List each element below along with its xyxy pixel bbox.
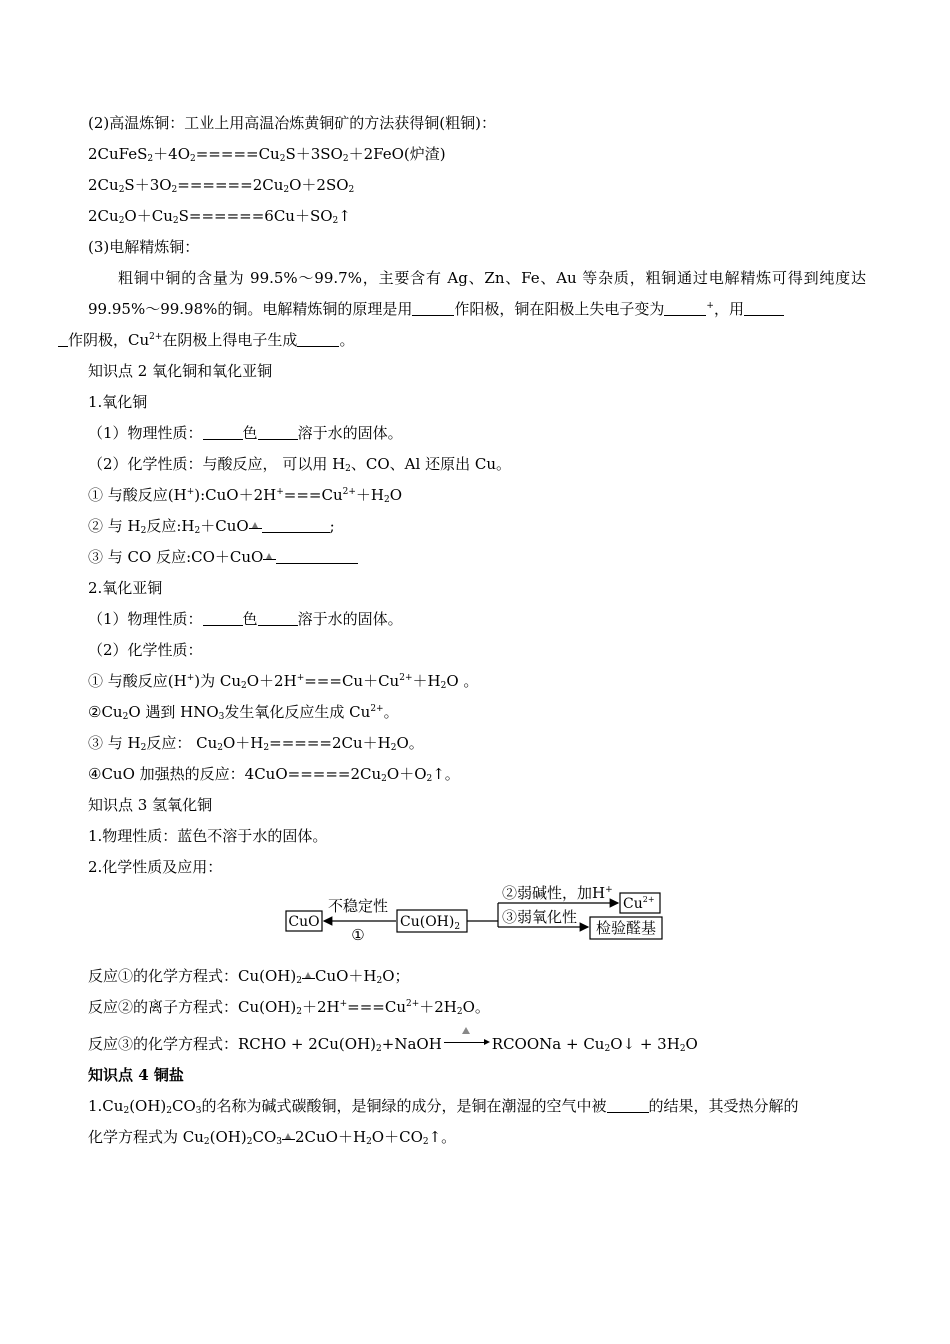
- weak-base-sup: +: [605, 885, 613, 895]
- text: 知识点 3 氢氧化铜: [88, 796, 213, 814]
- text: ======2Cu: [177, 176, 284, 194]
- knowledge-point-4-title: [88, 1060, 866, 1091]
- sub: 2: [390, 743, 397, 753]
- fill-blank[interactable]: [258, 611, 298, 626]
- text: 2Cu: [88, 207, 119, 225]
- text: 色: [242, 424, 258, 442]
- text: ＋H: [412, 672, 441, 690]
- text: CO: [172, 1097, 196, 1115]
- fill-blank[interactable]: [744, 301, 784, 316]
- text: 1.氧化铜: [88, 393, 148, 411]
- sup: 2+: [370, 704, 384, 714]
- fill-blank[interactable]: [203, 425, 243, 440]
- sub: 2: [279, 154, 286, 164]
- text: 反应： Cu: [146, 734, 218, 752]
- cuoh2-text: [400, 914, 460, 932]
- section-electrolysis-title: [88, 232, 866, 263]
- cuoh2-label: Cu(OH): [400, 914, 455, 930]
- text: ＋2H: [419, 998, 457, 1016]
- sup: +: [186, 673, 195, 683]
- text: 反应③的化学方程式：RCHO + 2Cu(OH): [88, 1035, 377, 1053]
- sub: 2: [383, 495, 390, 505]
- heat-symbol-icon: [263, 549, 276, 563]
- text: 作阳极，铜在阳极上失电子变为: [454, 300, 665, 318]
- sub: 2: [246, 1137, 253, 1147]
- heat-symbol-icon: [249, 518, 262, 532]
- sub: 2: [345, 464, 351, 474]
- text: 反应:H: [146, 517, 195, 535]
- sub: 2: [140, 526, 147, 536]
- text: （1）物理性质：: [88, 610, 203, 628]
- sup: 2+: [405, 999, 420, 1009]
- test-aldehyde-label: 检验醛基: [595, 919, 657, 937]
- text: ＋CuO: [200, 517, 249, 535]
- text: O＋2H: [246, 672, 297, 690]
- text: (3)电解精炼铜：: [88, 238, 200, 256]
- text: 1.物理性质：蓝色不溶于水的固体。: [88, 827, 328, 845]
- fill-blank[interactable]: [203, 611, 243, 626]
- text: O＋2SO: [289, 176, 349, 194]
- text: O＋H: [223, 734, 264, 752]
- fill-blank[interactable]: [607, 1098, 649, 1113]
- sup: 2+: [342, 487, 356, 497]
- text: 、CO、Al 还原出 Cu。: [350, 455, 511, 473]
- text: 的名称为碱式碳酸铜，是铜绿的成分，是铜在潮湿的空气中被: [201, 1097, 607, 1115]
- sub: 2: [118, 216, 125, 226]
- text: O；: [382, 967, 410, 985]
- sub: 2: [332, 216, 339, 226]
- text: O。: [462, 998, 490, 1016]
- text: O 。: [446, 672, 479, 690]
- cuoh2-sub: 2: [454, 922, 461, 932]
- cu2plus-sup: 2+: [642, 895, 655, 904]
- arrow-shaft: [444, 1042, 486, 1043]
- cuo-strong-heat: [88, 759, 866, 790]
- fill-blank[interactable]: [297, 332, 339, 347]
- circle-1-label: ①: [351, 926, 365, 944]
- text: ③ 与 CO 反应:CO＋CuO: [88, 548, 264, 566]
- electrolysis-paragraph: [68, 263, 866, 356]
- text: 反应①的化学方程式：Cu(OH): [88, 967, 297, 985]
- heat-symbol-icon: [282, 1129, 295, 1143]
- text: ① 与酸反应(H: [88, 486, 187, 504]
- heat-arrow-icon: [444, 1035, 490, 1049]
- text: ↑。: [428, 1128, 457, 1146]
- text: 的结果，其受热分解的: [648, 1097, 799, 1115]
- text: ②Cu: [88, 703, 123, 721]
- sub: 2: [366, 1137, 372, 1147]
- weak-base-text: [502, 884, 613, 902]
- sub: 2: [342, 154, 349, 164]
- sub: 2: [679, 1044, 686, 1054]
- text: 。: [383, 703, 399, 721]
- fill-blank[interactable]: [412, 301, 454, 316]
- heat-triangle: [462, 1027, 470, 1034]
- text: ＋2FeO(炉渣): [348, 145, 446, 163]
- text: 2.氧化亚铜: [88, 579, 163, 597]
- text: O＋Cu: [124, 207, 173, 225]
- cu2o-physical: [88, 604, 866, 635]
- sub: 2: [426, 774, 433, 784]
- text: RCOONa + Cu: [491, 1035, 605, 1053]
- reaction-2: [88, 992, 866, 1023]
- section-high-temp-title: [88, 108, 866, 139]
- cu2o-chemical: [88, 635, 866, 666]
- fill-blank[interactable]: [258, 425, 298, 440]
- cu2plus-label: Cu: [623, 896, 643, 912]
- reaction-1: [88, 961, 866, 992]
- sub: 2: [296, 976, 302, 986]
- fill-blank[interactable]: [58, 332, 68, 347]
- sub: 2: [147, 154, 154, 164]
- text: 2Cu: [88, 176, 119, 194]
- cu2o-h2-reaction: [88, 728, 866, 759]
- sub: 2: [296, 1007, 302, 1017]
- sub: 2: [217, 743, 223, 753]
- weak-base-label: ②弱碱性，加H: [502, 884, 606, 902]
- document-page: [68, 108, 866, 1153]
- weak-ox-label: ③弱氧化性: [502, 908, 578, 926]
- sub: 2: [283, 185, 290, 195]
- sub: 2: [456, 1007, 463, 1017]
- text: ↑: [338, 207, 351, 225]
- knowledge-point-2-title: [88, 356, 866, 387]
- sub: 2: [140, 743, 147, 753]
- sub: 2: [376, 1044, 382, 1054]
- sub: 2: [422, 1137, 429, 1147]
- text: 知识点 2 氧化铜和氧化亚铜: [88, 362, 273, 380]
- sub: 2: [172, 216, 179, 226]
- equation-1: [88, 139, 866, 170]
- cuo-title: [88, 387, 866, 418]
- text: ↑。: [432, 765, 460, 783]
- sup: +: [276, 487, 284, 497]
- text: ===Cu＋Cu: [304, 672, 400, 690]
- sub: 2: [376, 976, 383, 986]
- cuoh2-chemical: [88, 852, 866, 883]
- sub: 2: [118, 185, 125, 195]
- text: 化学方程式为 Cu: [88, 1128, 204, 1146]
- cuo-co-reaction: [88, 542, 866, 573]
- text: 在阴极上得电子生成: [162, 331, 298, 349]
- sub: 2: [190, 154, 196, 164]
- sub: 2: [604, 1044, 611, 1054]
- text: （2）化学性质：: [88, 641, 203, 659]
- text: )为 Cu: [194, 672, 242, 690]
- unstable-label: 不稳定性: [327, 897, 389, 915]
- text: 反应②的离子方程式：Cu(OH): [88, 998, 297, 1016]
- text: +NaOH: [381, 1035, 442, 1053]
- text: S＋3O: [124, 176, 172, 194]
- sup: +: [296, 673, 305, 683]
- sub: 3: [276, 1137, 282, 1147]
- text: ):CuO＋2H: [194, 486, 277, 504]
- cuoh2-diagram: [88, 883, 866, 961]
- sub: 3: [195, 1106, 202, 1116]
- text: 。: [339, 331, 355, 349]
- text: ① 与酸反应(H: [88, 672, 187, 690]
- fill-blank[interactable]: [276, 549, 358, 564]
- cu2o-acid-reaction: [88, 666, 866, 697]
- sub: 2: [194, 526, 201, 536]
- cuo-physical: [88, 418, 866, 449]
- text: =====Cu: [195, 145, 280, 163]
- sub: 2: [123, 1106, 130, 1116]
- text: S======6Cu＋SO: [178, 207, 333, 225]
- cuo-h2-reaction: [88, 511, 866, 542]
- text: 2CuFeS: [88, 145, 148, 163]
- sub: 2: [166, 1106, 173, 1116]
- text: ===Cu: [283, 486, 343, 504]
- text: ===Cu: [347, 998, 406, 1016]
- reaction-3: [88, 1029, 866, 1060]
- text: ;: [329, 517, 335, 535]
- text: CO: [252, 1128, 277, 1146]
- text: 知识点 4 铜盐: [88, 1066, 184, 1084]
- text: O。: [396, 734, 424, 752]
- cu2o-hno3-reaction: [88, 697, 866, 728]
- text: O＋CO: [371, 1128, 423, 1146]
- fill-blank[interactable]: [262, 518, 330, 533]
- sub: 2: [381, 774, 387, 784]
- text: ＋H: [355, 486, 384, 504]
- text: 发生氧化反应生成 Cu: [224, 703, 371, 721]
- text: ② 与 H: [88, 517, 141, 535]
- text: 2CuO＋H: [295, 1128, 367, 1146]
- text: O 遇到 HNO: [128, 703, 219, 721]
- knowledge-point-3-title: [88, 790, 866, 821]
- sub: 2: [203, 1137, 210, 1147]
- sub: 2: [171, 185, 178, 195]
- text: (2)高温炼铜：工业上用高温冶炼黄铜矿的方法获得铜(粗铜)：: [88, 114, 496, 132]
- text: 粗铜中铜的含量为 99.5%～99.7%，主要含有 Ag、Zn、Fe、Au 等杂质，粗铜通过电解精炼可得到纯度达 99.95%～99.98%的铜。电解精炼铜的原理是用: [88, 269, 866, 318]
- copper-salt-paragraph: [88, 1091, 866, 1153]
- sup: +: [186, 487, 195, 497]
- reaction-flow-diagram: [284, 883, 664, 961]
- cuo-acid-reaction: [88, 480, 866, 511]
- text: 溶于水的固体。: [297, 610, 403, 628]
- sup: 2+: [149, 332, 163, 342]
- fill-blank[interactable]: [664, 301, 706, 316]
- equation-2: [88, 170, 866, 201]
- text: ③ 与 H: [88, 734, 141, 752]
- sub: 2: [263, 743, 270, 753]
- cuo-label: CuO: [288, 914, 320, 930]
- text: O: [685, 1035, 698, 1053]
- text: =====2Cu＋H: [269, 734, 391, 752]
- text: (OH): [129, 1097, 167, 1115]
- cuo-chemical: [88, 449, 866, 480]
- text: 2.化学性质及应用：: [88, 858, 223, 876]
- text: （1）物理性质：: [88, 424, 203, 442]
- sup: +: [706, 301, 714, 311]
- text: CuO＋H: [314, 967, 377, 985]
- text: 色: [242, 610, 258, 628]
- text: S＋3SO: [285, 145, 343, 163]
- heat-symbol-icon: [302, 968, 315, 982]
- sup: +: [339, 999, 348, 1009]
- sub: 2: [348, 185, 355, 195]
- cuoh2-physical: [88, 821, 866, 852]
- sub: 2: [122, 712, 129, 722]
- text: 作阴极，Cu: [68, 331, 150, 349]
- sub: 2: [440, 681, 447, 691]
- text: (OH): [209, 1128, 247, 1146]
- text: ④CuO 加强热的反应：4CuO=====2Cu: [88, 765, 382, 783]
- text: ，用: [713, 300, 744, 318]
- text: ＋2H: [301, 998, 340, 1016]
- text: 溶于水的固体。: [297, 424, 403, 442]
- text: （2）化学性质：与酸反应， 可以用 H: [88, 455, 346, 473]
- sup: 2+: [399, 673, 413, 683]
- text: O＋O: [386, 765, 427, 783]
- sub: 2: [241, 681, 247, 691]
- text: O: [389, 486, 403, 504]
- arrow-head: [484, 1039, 490, 1045]
- cu2o-title: [88, 573, 866, 604]
- sub: 3: [218, 712, 225, 722]
- cu2plus-text: [623, 895, 655, 912]
- text: O↓ + 3H: [610, 1035, 680, 1053]
- text: 1.Cu: [88, 1097, 124, 1115]
- text: ＋4O: [153, 145, 190, 163]
- equation-3: [88, 201, 866, 232]
